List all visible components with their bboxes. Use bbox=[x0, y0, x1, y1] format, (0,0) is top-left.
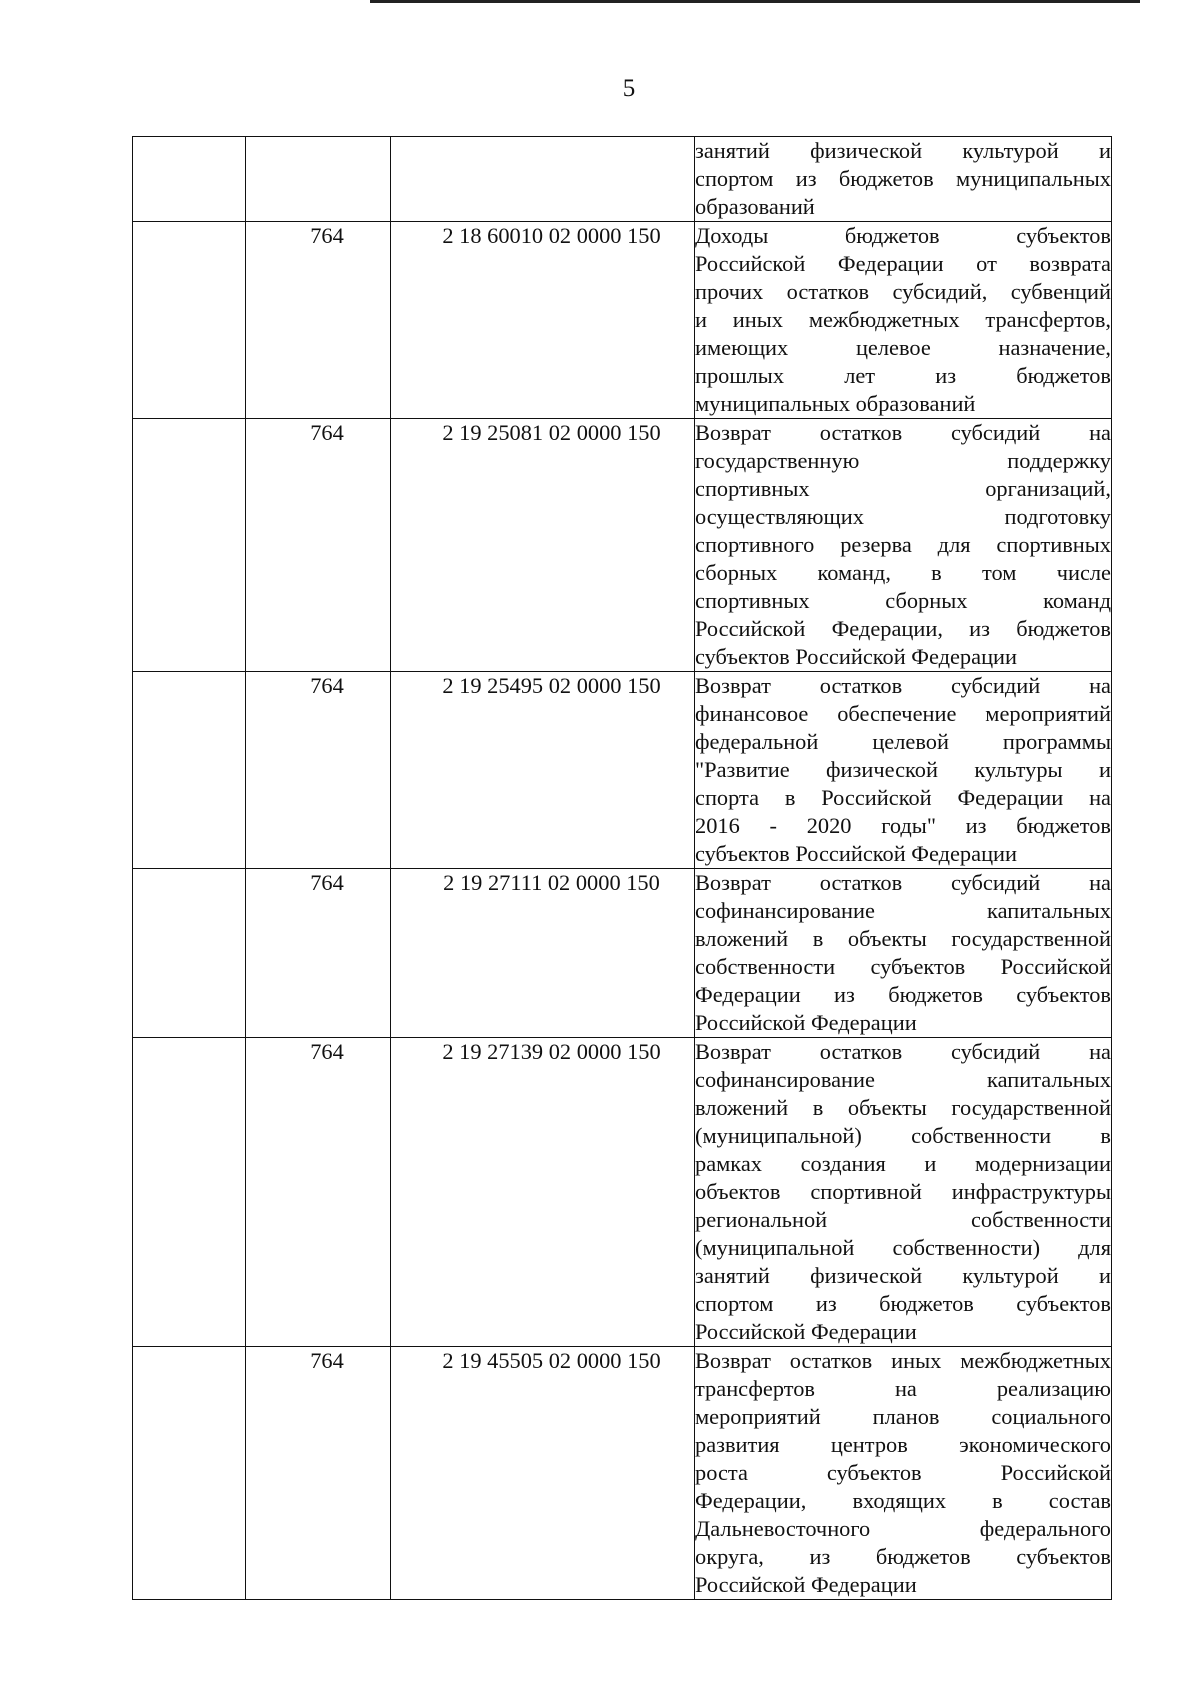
description-line: трансфертов на реализацию bbox=[695, 1376, 1111, 1401]
description-line: округа, из бюджетов субъектов bbox=[695, 1544, 1111, 1569]
budget-code-cell bbox=[391, 1038, 695, 1347]
description-line: сборных команд, в том числе bbox=[695, 560, 1111, 585]
budget-code-cell bbox=[391, 672, 695, 869]
description-cell bbox=[695, 1038, 1112, 1347]
description-line: субъектов Российской Федерации bbox=[695, 841, 1018, 866]
description-line: Возврат остатков субсидий на bbox=[695, 673, 1111, 698]
admin-code: 764 bbox=[310, 223, 344, 248]
description-line: (муниципальной собственности) для bbox=[695, 1235, 1111, 1260]
blank-cell bbox=[133, 1347, 246, 1600]
budget-code-cell bbox=[391, 869, 695, 1038]
description-cell bbox=[695, 222, 1112, 419]
description-line: спортивного резерва для спортивных bbox=[695, 532, 1111, 557]
description-line: софинансирование капитальных bbox=[695, 898, 1111, 923]
description-line: Возврат остатков субсидий на bbox=[695, 1039, 1111, 1064]
description-line: Возврат остатков субсидий на bbox=[695, 420, 1111, 445]
description-line: развития центров экономического bbox=[695, 1432, 1111, 1457]
description-line: спортом из бюджетов муниципальных bbox=[695, 166, 1111, 191]
budget-code: 2 19 27139 02 0000 150 bbox=[442, 1039, 661, 1064]
table-row bbox=[133, 137, 1112, 222]
description-cell bbox=[695, 419, 1112, 672]
description-line: собственности субъектов Российской bbox=[695, 954, 1111, 979]
table-row bbox=[133, 869, 1112, 1038]
description-line: Федерации из бюджетов субъектов bbox=[695, 982, 1111, 1007]
blank-cell bbox=[133, 672, 246, 869]
admin-code-cell bbox=[246, 419, 391, 672]
description-cell bbox=[695, 869, 1112, 1038]
description-line: имеющих целевое назначение, bbox=[695, 335, 1111, 360]
description-line: Российской Федерации bbox=[695, 1010, 917, 1035]
table-body bbox=[133, 137, 1112, 1600]
blank-cell bbox=[133, 869, 246, 1038]
description-line: субъектов Российской Федерации bbox=[695, 644, 1018, 669]
admin-code-cell bbox=[246, 222, 391, 419]
admin-code-cell bbox=[246, 672, 391, 869]
description-line: мероприятий планов социального bbox=[695, 1404, 1111, 1429]
description-line: Российской Федерации bbox=[695, 1319, 917, 1344]
budget-code: 2 18 60010 02 0000 150 bbox=[442, 223, 661, 248]
description-line: Российской Федерации bbox=[695, 1572, 917, 1597]
description-line: софинансирование капитальных bbox=[695, 1067, 1111, 1092]
description-line: образований bbox=[695, 194, 815, 219]
description-line: Дальневосточного федерального bbox=[695, 1516, 1111, 1541]
description-line: Российской Федерации, из бюджетов bbox=[695, 616, 1111, 641]
description-line: (муниципальной) собственности в bbox=[695, 1123, 1111, 1148]
description-line: Возврат остатков субсидий на bbox=[695, 870, 1111, 895]
description-line: спортом из бюджетов субъектов bbox=[695, 1291, 1111, 1316]
description-line: Доходы бюджетов субъектов bbox=[695, 223, 1111, 248]
description-cell bbox=[695, 672, 1112, 869]
description-line: занятий физической культурой и bbox=[695, 1263, 1111, 1288]
budget-code-cell bbox=[391, 222, 695, 419]
description-line: прочих остатков субсидий, субвенций bbox=[695, 279, 1111, 304]
blank-cell bbox=[133, 1038, 246, 1347]
description-line: спортивных организаций, bbox=[695, 476, 1111, 501]
description-line: Федерации, входящих в состав bbox=[695, 1488, 1111, 1513]
budget-classification-table bbox=[132, 136, 1112, 1600]
description-line: рамках создания и модернизации bbox=[695, 1151, 1111, 1176]
blank-cell bbox=[133, 419, 246, 672]
admin-code: 764 bbox=[310, 1348, 344, 1373]
budget-code: 2 19 25495 02 0000 150 bbox=[442, 673, 661, 698]
admin-code-cell bbox=[246, 137, 391, 222]
blank-cell bbox=[133, 222, 246, 419]
description-cell bbox=[695, 1347, 1112, 1600]
description-line: спортивных сборных команд bbox=[695, 588, 1111, 613]
description-line: государственную поддержку bbox=[695, 448, 1111, 473]
budget-code: 2 19 27111 02 0000 150 bbox=[443, 870, 660, 895]
description-line: вложений в объекты государственной bbox=[695, 1095, 1111, 1120]
budget-code-cell bbox=[391, 137, 695, 222]
table-row bbox=[133, 419, 1112, 672]
admin-code: 764 bbox=[310, 420, 344, 445]
description-line: 2016 - 2020 годы" из бюджетов bbox=[695, 813, 1111, 838]
table-row bbox=[133, 672, 1112, 869]
description-line: Возврат остатков иных межбюджетных bbox=[695, 1348, 1111, 1373]
blank-cell bbox=[133, 137, 246, 222]
description-line: федеральной целевой программы bbox=[695, 729, 1111, 754]
description-line: муниципальных образований bbox=[695, 391, 976, 416]
budget-code: 2 19 45505 02 0000 150 bbox=[442, 1348, 661, 1373]
description-line: вложений в объекты государственной bbox=[695, 926, 1111, 951]
page-number: 5 bbox=[622, 75, 636, 102]
admin-code: 764 bbox=[310, 1039, 344, 1064]
description-line: роста субъектов Российской bbox=[695, 1460, 1111, 1485]
budget-code-cell bbox=[391, 419, 695, 672]
description-line: "Развитие физической культуры и bbox=[695, 757, 1111, 782]
description-line: региональной собственности bbox=[695, 1207, 1111, 1232]
description-line: осуществляющих подготовку bbox=[695, 504, 1111, 529]
description-line: и иных межбюджетных трансфертов, bbox=[695, 307, 1111, 332]
description-cell bbox=[695, 137, 1112, 222]
description-line: Российской Федерации от возврата bbox=[695, 251, 1111, 276]
description-line: спорта в Российской Федерации на bbox=[695, 785, 1111, 810]
table-row bbox=[133, 1038, 1112, 1347]
budget-code-cell bbox=[391, 1347, 695, 1600]
admin-code-cell bbox=[246, 869, 391, 1038]
admin-code-cell bbox=[246, 1038, 391, 1347]
description-line: занятий физической культурой и bbox=[695, 138, 1111, 163]
description-line: прошлых лет из бюджетов bbox=[695, 363, 1111, 388]
admin-code: 764 bbox=[310, 870, 344, 895]
description-line: объектов спортивной инфраструктуры bbox=[695, 1179, 1111, 1204]
admin-code: 764 bbox=[310, 673, 344, 698]
table-row bbox=[133, 1347, 1112, 1600]
description-line: финансовое обеспечение мероприятий bbox=[695, 701, 1111, 726]
table-row bbox=[133, 222, 1112, 419]
budget-code: 2 19 25081 02 0000 150 bbox=[442, 420, 661, 445]
admin-code-cell bbox=[246, 1347, 391, 1600]
page-top-rule bbox=[370, 0, 1140, 3]
